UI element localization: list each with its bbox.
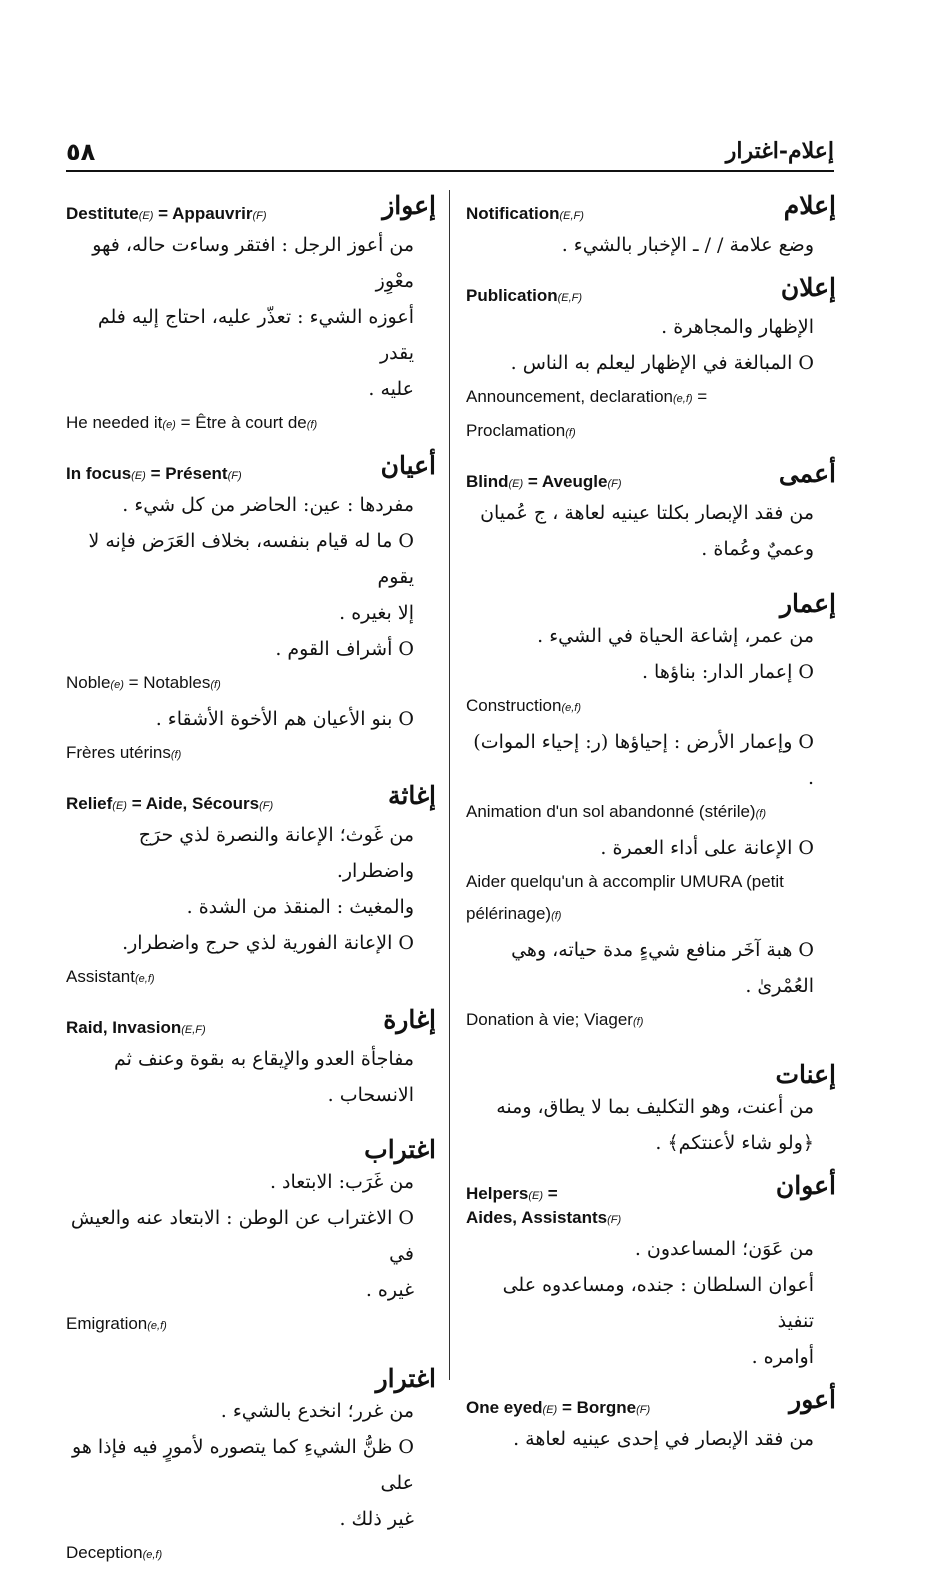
language-tag: (F) [259,800,274,812]
translation-note [466,898,836,932]
equivalent-terms [66,195,436,227]
headword: إعواز [382,191,436,220]
arabic-definition: من فقد الإبصار في إحدى عينيه لعاهة . [513,1428,814,1450]
translation-note [466,690,836,724]
headword: إعلام [783,191,836,220]
arabic-definition: أوامره . [751,1346,814,1368]
language-tag: (E) [131,470,146,482]
english-term: In focus [66,464,132,483]
arabic-definition: O الإعانة على أداء العمرة . [600,837,814,859]
equals-sign: = [557,1398,577,1417]
arabic-definition: ﴿ولو شاء لأعنتكم﴾ . [655,1132,814,1154]
translation-note [466,866,836,898]
language-tag: (F) [227,470,242,482]
translation-note [66,737,436,771]
headword: أعيان [380,451,436,480]
french-term: Aide, Sécours [145,794,260,813]
translation-text: = Notables [123,673,211,692]
arabic-definition: والمغيث : المنقذ من الشدة . [186,896,414,918]
arabic-definition: من أعنت، وهو التكليف بما لا يطاق، ومنه [496,1096,814,1118]
language-tag: (f) [170,749,182,761]
headword: إعنات [775,1060,836,1089]
language-tag: (f) [632,1016,644,1028]
english-term: Notification [466,204,560,223]
french-term: Aveugle [541,472,608,491]
arabic-definition: مفاجأة العدو والإيقاع به بقوة وعنف ثم [114,1048,414,1070]
arabic-definition: من عمر، إشاعة الحياة في الشيء . [537,625,814,647]
header-rule [66,170,834,172]
english-term: Destitute [66,204,139,223]
english-term: Relief [66,794,113,813]
entry-spacer [66,995,436,1009]
entry-spacer [66,1342,436,1356]
arabic-definition: من فقد الإبصار بكلتا عينيه لعاهة ، ج عُميان [480,502,814,524]
translation-note [66,961,436,995]
translation-text: Animation d'un sol abandonné (stérile) [466,802,756,821]
translation-text: Aider quelqu'un à accomplir UMURA (petit [466,872,784,891]
language-tag: (E) [112,800,127,812]
arabic-definition: وضع علامة / / ـ الإخبار بالشيء . [561,234,814,256]
arabic-definition: من غَرَب: الابتعاد . [269,1171,414,1193]
headword: إغاثة [388,781,436,810]
english-term: Helpers [466,1184,529,1203]
language-tag: (e) [162,419,176,431]
translation-note [466,796,836,830]
translation-text: He needed it [66,413,163,432]
entry-spacer [66,1113,436,1127]
translation-note [466,381,836,415]
headword: إغارة [383,1005,436,1034]
english-term: Publication [466,286,558,305]
arabic-definition: من أعوز الرجل : افتقر وساءت حاله، فهو معْوِز [92,234,414,292]
headword: أعمى [778,459,836,488]
entry-heading [66,781,436,817]
language-tag: (f) [306,419,318,431]
arabic-definition: مفردها : عين: الحاضر من كل شيء . [122,494,414,516]
headword: اغترار [375,1364,436,1393]
entry-spacer [466,1038,836,1052]
translation-text: = Être à court de [175,413,307,432]
translation-text: Assistant [66,967,135,986]
arabic-definition: O إعمار الدار: بناؤها . [641,661,814,683]
language-tag: (e,f) [672,393,693,405]
arabic-definition: O بنو الأعيان هم الأخوة الأشقاء . [155,708,414,730]
language-tag: (e,f) [134,973,155,985]
headword: اغتراب [364,1135,436,1164]
language-tag: (e,f) [147,1320,167,1332]
entry-heading [466,459,836,495]
arabic-definition: إلا بغيره . [339,602,414,624]
translation-text: pélérinage) [466,904,552,923]
language-tag: (E) [542,1404,558,1416]
translation-note [66,407,436,441]
equivalent-terms [466,1389,836,1421]
column-divider [449,190,450,1380]
english-term: Raid, Invasion [66,1018,182,1037]
translation-note [466,415,836,449]
arabic-definition: غير ذلك . [339,1508,414,1530]
arabic-definition: الانسحاب . [327,1084,414,1106]
arabic-definition: الإظهار والمجاهرة . [661,316,814,338]
translation-note [66,667,436,701]
equals-sign: = [523,472,542,491]
equivalent-terms [66,785,436,817]
entry-heading [66,1005,436,1041]
language-tag: (e,f) [142,1549,163,1561]
translation-text: Emigration [66,1314,148,1333]
arabic-definition: أعوزه الشيء : تعذّر عليه، احتاج إليه فلم يقدر [97,306,414,364]
arabic-definition: العُمْرىٰ . [745,975,814,997]
arabic-definition: O الإعانة الفورية لذي حرج واضطرار. [122,932,414,954]
translation-text: Proclamation [466,421,566,440]
page-header [66,138,834,168]
arabic-definition: O ما له قيام بنفسه، بخلاف العَرَض فإنه لا يقوم [88,530,414,588]
arabic-definition: O ظنُّ الشيءِ كما يتصوره لأمورٍ فيه فإذا هو على [72,1436,414,1494]
translation-text: Announcement, declaration [466,387,673,406]
language-tag: (E) [528,1190,544,1202]
translation-note [66,1537,436,1571]
arabic-definition: عليه . [368,378,414,400]
language-tag: (F) [252,210,267,222]
entry-heading [66,191,436,227]
arabic-definition: O أشراف القوم . [275,638,414,660]
translation-note [66,1308,436,1342]
language-tag: (f) [755,808,766,820]
entry-heading [466,1171,836,1231]
english-term: Blind [466,472,509,491]
arabic-definition: وعميٌ وعُماة . [701,538,814,560]
equals-sign: = [145,464,166,483]
language-tag: (F) [607,1214,622,1226]
arabic-definition: من عَوَن؛ المساعدون . [634,1238,814,1260]
equivalent-terms [66,1009,436,1041]
translation-text: Donation à vie; Viager [466,1010,633,1029]
language-tag: (E,F) [557,292,583,304]
equivalent-terms [466,195,836,227]
headword: أعور [789,1385,836,1414]
entry-heading [66,451,436,487]
entry-spacer [66,771,436,785]
language-tag: (E,F) [559,210,584,222]
equals-sign: = [153,204,173,223]
french-term: Borgne [576,1398,637,1417]
language-tag: (f) [551,910,562,922]
arabic-definition: من غَوث؛ الإعانة والنصرة لذي حرَج واضطرار. [138,824,414,882]
language-tag: (e,f) [561,702,581,714]
entry-heading [466,1385,836,1421]
french-term: Appauvrir [172,204,253,223]
entry-spacer [466,567,836,581]
headword: إعمار [779,589,836,618]
translation-text: Deception [66,1543,143,1562]
arabic-definition: O الاغتراب عن الوطن : الابتعاد عنه والعيش في [70,1207,414,1265]
language-tag: (e) [110,679,124,691]
running-head: إعلام-اغترار [725,138,834,164]
translation-text: = [692,387,708,406]
equals-sign: = [126,794,146,813]
left-column [66,191,436,1571]
headword: أعوان [775,1171,836,1200]
page-number: ٥٨ [66,138,96,166]
translation-text: Frères utérins [66,743,171,762]
language-tag: (E) [138,210,154,222]
arabic-definition: O هبة آخَر منافع شيءٍ مدة حياته، وهي [511,939,814,961]
arabic-definition: O وإعمار الأرض : إحياؤها (ر: إحياء الموات) . [473,731,814,789]
equals-sign: = [543,1184,558,1203]
language-tag: (f) [565,427,576,439]
arabic-definition: غيره . [365,1279,414,1301]
translation-text: Noble [66,673,111,692]
language-tag: (F) [607,478,622,490]
translation-text: Construction [466,696,562,715]
headword: إعلان [780,273,836,302]
french-term: Présent [165,464,228,483]
language-tag: (F) [636,1404,651,1416]
translation-note [466,1004,836,1038]
language-tag: (f) [210,679,221,691]
english-term: One eyed [466,1398,543,1417]
entry-heading [466,191,836,227]
language-tag: (E,F) [181,1024,206,1036]
arabic-definition: أعوان السلطان : جنده، ومساعدوه على تنفيذ [502,1274,814,1332]
right-column [466,191,836,1457]
arabic-definition: O المبالغة في الإظهار ليعلم به الناس . [510,352,814,374]
entry-spacer [466,1375,836,1389]
arabic-definition: من غرر؛ انخدع بالشيء . [220,1400,414,1422]
language-tag: (E) [508,478,524,490]
french-term: Aides, Assistants [466,1208,608,1227]
entry-heading [466,273,836,309]
